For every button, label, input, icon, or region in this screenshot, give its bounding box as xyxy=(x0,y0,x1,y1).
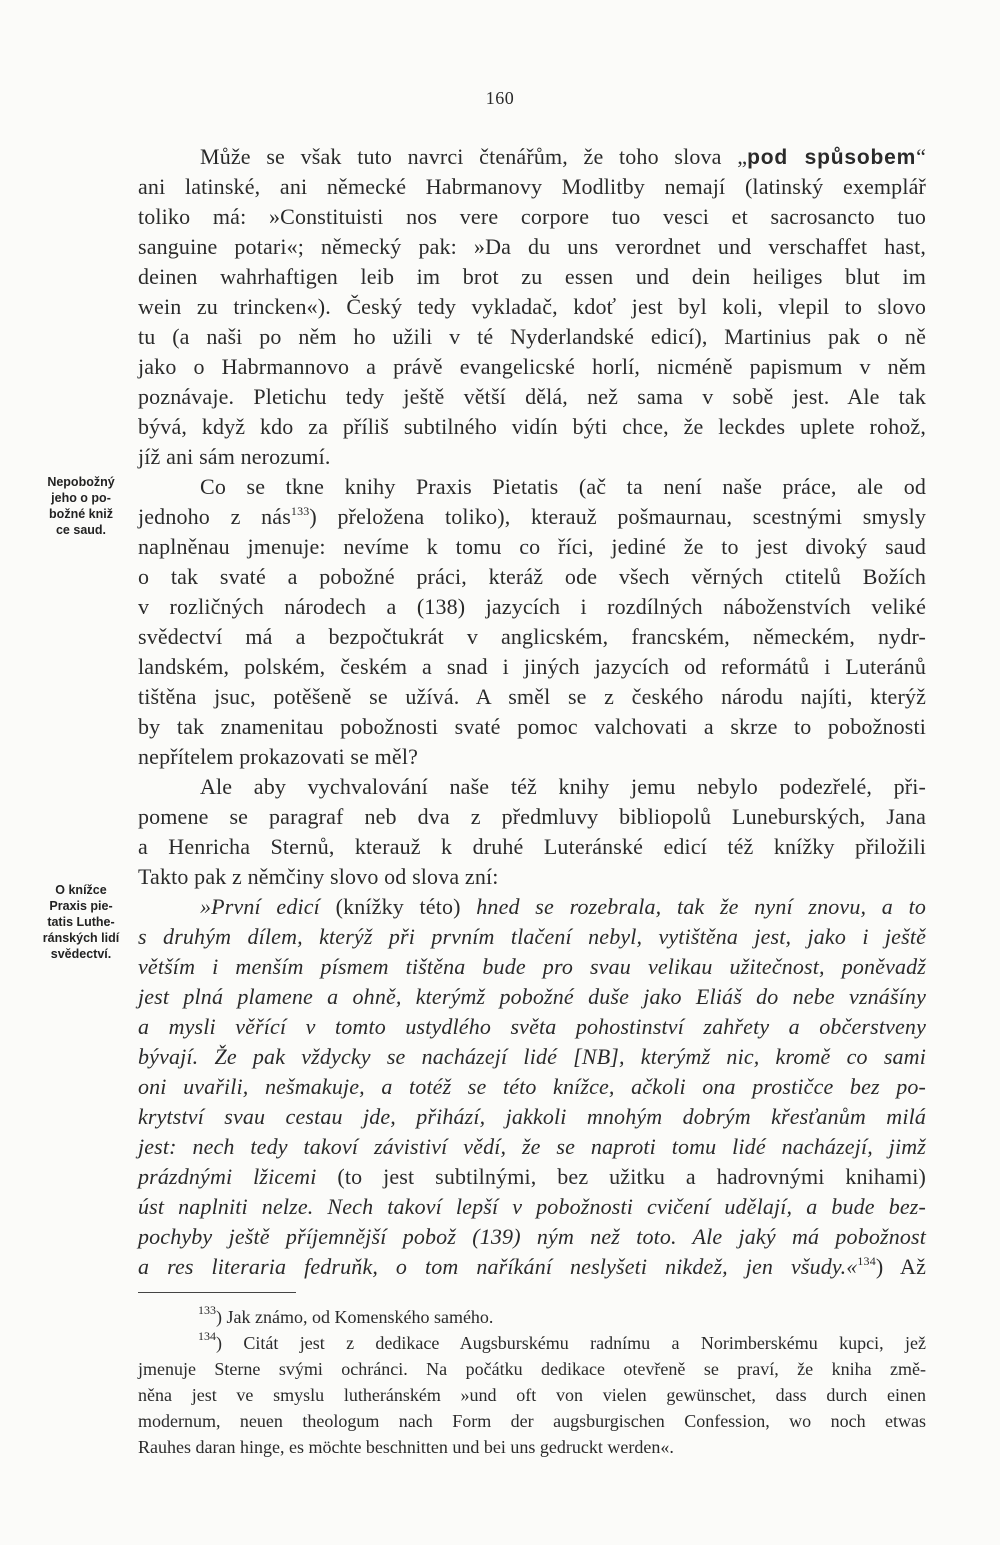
body-line: naplněnau jmenuje: nevíme k tomu co říci, jediné že to jest divoký saud xyxy=(138,534,926,559)
footnote-ref-134: 134 xyxy=(857,1254,876,1268)
footnote-rule xyxy=(138,1292,296,1293)
body-line: tu (a naši po něm ho užili v té Nyderlandské edicí), Martinius pak o ně xyxy=(138,324,926,349)
body-line: Ale aby vychvalování naše též knihy jemu nebylo podezřelé, při- xyxy=(200,774,926,799)
body-line: Může se však tuto navrci čtenářům, že toho slova „pod spůsobem“ xyxy=(200,144,926,169)
body-line: v rozličných národech a (138) jazycích i rozdílných náboženstvích veliké xyxy=(138,594,926,619)
footnote-ref-133: 133 xyxy=(290,504,310,518)
body-line: wein zu trincken«). Český tedy vykladač, kdoť jest byl koli, vlepil to slovo xyxy=(138,294,926,319)
quote-line: krytství svau cestau jde, přihází, jakkoli mnohým dobrým křesťanům milá xyxy=(138,1104,926,1129)
body-line: jednoho z nás$^{133}$) přeložena toliko), kterauž pošmaurnau, scestnými smysly xyxy=(138,504,926,529)
body-line: jako o Habrmannovo a právě evangelicské horlí, nicméně papismum v něm xyxy=(138,354,926,379)
footnote-line: jmenuje Sterne svými ochránci. Na počátku dedikace otevřeně se praví, že kniha změ- xyxy=(138,1359,926,1379)
footnote-line: Rauhes daran hinge, es möchte beschnitten und bei uns gedruckt werden«. xyxy=(138,1437,674,1457)
body-line: sanguine potari«; německý pak: »Da du uns verordnet und verschaffet hast, xyxy=(138,234,926,259)
body-line: landském, polském, českém a snad i jiných jazycích od reformátů i Luteránů xyxy=(138,654,926,679)
quote-line: pochyby ještě příjemnější pobož (139) ným než toto. Ale jaký má pobožnost xyxy=(138,1224,926,1249)
footnote-line: něna jest ve smyslu lutheránském »und oft von vielen gewünschet, dass durch einen xyxy=(138,1385,926,1405)
body-line: pomene se paragraf neb dva z předmluvy bibliopolů Luneburských, Jana xyxy=(138,804,926,829)
quote-line: »První edicí (knížky této) hned se rozebrala, tak že nyní znovu, a to xyxy=(200,894,927,919)
body-line: deinen wahrhaftigen leib im brot zu essen und dein heiliges blut im xyxy=(138,264,926,289)
quote-line: prázdnými lžicemi (to jest subtilnými, bez užitku a hadrovnými knihami) xyxy=(138,1164,926,1189)
quote-line: úst naplniti nelze. Nech takoví lepší v pobožnosti cvičení udělají, a bude bez- xyxy=(138,1194,926,1219)
footnote-133: $^{133}$) Jak známo, od Komenského samého. xyxy=(198,1303,494,1327)
quote-line: jest: nech tedy takoví závistiví vědí, že se naproti tomu lidé nacházejí, jimž xyxy=(138,1134,926,1159)
body-line: ani latinské, ani německé Habrmanovy Modlitby nemají (latinský exemplář xyxy=(138,174,926,199)
body-line: bývá, když kdo za příliš subtilného vidín býti chce, že leckdes uplete rohož, xyxy=(138,414,926,439)
margin-note-nepobozny: Nepobožný jeho o po- božné kniž ce saud. xyxy=(47,475,115,537)
body-line: jíž ani sám nerozumí. xyxy=(138,444,331,469)
body-line: tištěna jsuc, potěšeně se užívá. A směl se z českého národu najíti, kterýž xyxy=(138,684,926,709)
quote-line: a mysli věřící v tomto ustydlého světa pohostinství zahřety a občerstveny xyxy=(138,1014,926,1039)
body-line: nepřítelem prokazovati se měl? xyxy=(138,744,418,769)
body-line: Co se tkne knihy Praxis Pietatis (ač ta není naše práce, ale od xyxy=(200,474,926,499)
quote-line: s druhým dílem, kterýž při prvním tlačení nebyl, vytištěna jest, jako i ještě xyxy=(138,924,926,949)
footnote-line: modernum, neuen theologum nach Form der augsburgischen Confession, wo noch etwas xyxy=(138,1411,926,1431)
body-line: Takto pak z němčiny slovo od slova zní: xyxy=(138,864,499,889)
quote-line: jest plná plamene a ohně, kterýmž pobožné duše jako Eliáš do nebe vznášíny xyxy=(138,984,926,1009)
body-line: svědectví má a bezpočtukrát v anglicském, francském, německém, nydr- xyxy=(138,624,926,649)
body-line: a Henricha Sternů, kterauž k druhé Luteránské edicí též knížky přiložili xyxy=(138,834,926,859)
quote-line: bývají. Že pak vždycky se nacházejí lidé [NB], kterýmž nic, kromě co sami xyxy=(138,1044,926,1069)
margin-note-o-knizce: O knížce Praxis pie- tatis Luthe- ránských lidí svědectví. xyxy=(42,883,120,961)
body-line: o tak svaté a pobožné práci, kteráž ode všech věrných ctitelů Božích xyxy=(138,564,926,589)
footnote-134: $^{134}$) Citát jest z dedikace Augsburskému radnímu a Norimberskému kupci, jež xyxy=(198,1329,926,1353)
body-line: by tak znamenitau pobožnosti svaté pomoc valchovati a skrze to pobožnosti xyxy=(138,714,926,739)
quote-line: oni uvařili, nešmakuje, a totéž se této knížce, ačkoli ona prostičce bez po- xyxy=(138,1074,926,1099)
body-line: toliko má: »Constituisti nos vere corpore tuo vesci et sacrosancto tuo xyxy=(138,204,926,229)
quote-line: a res literaria fedruňk, o tom naříkání neslyšeti nikdež, jen všudy.«$^{134}$) Až xyxy=(138,1254,926,1279)
body-line: poznávaje. Pletichu tedy ještě větší dělá, než sama v sobě jest. Ale tak xyxy=(138,384,926,409)
quote-line: větším i menším písmem tištěna bude pro svau velikau užitečnost, poněvadž xyxy=(138,954,926,979)
page-number: 160 xyxy=(485,88,515,108)
